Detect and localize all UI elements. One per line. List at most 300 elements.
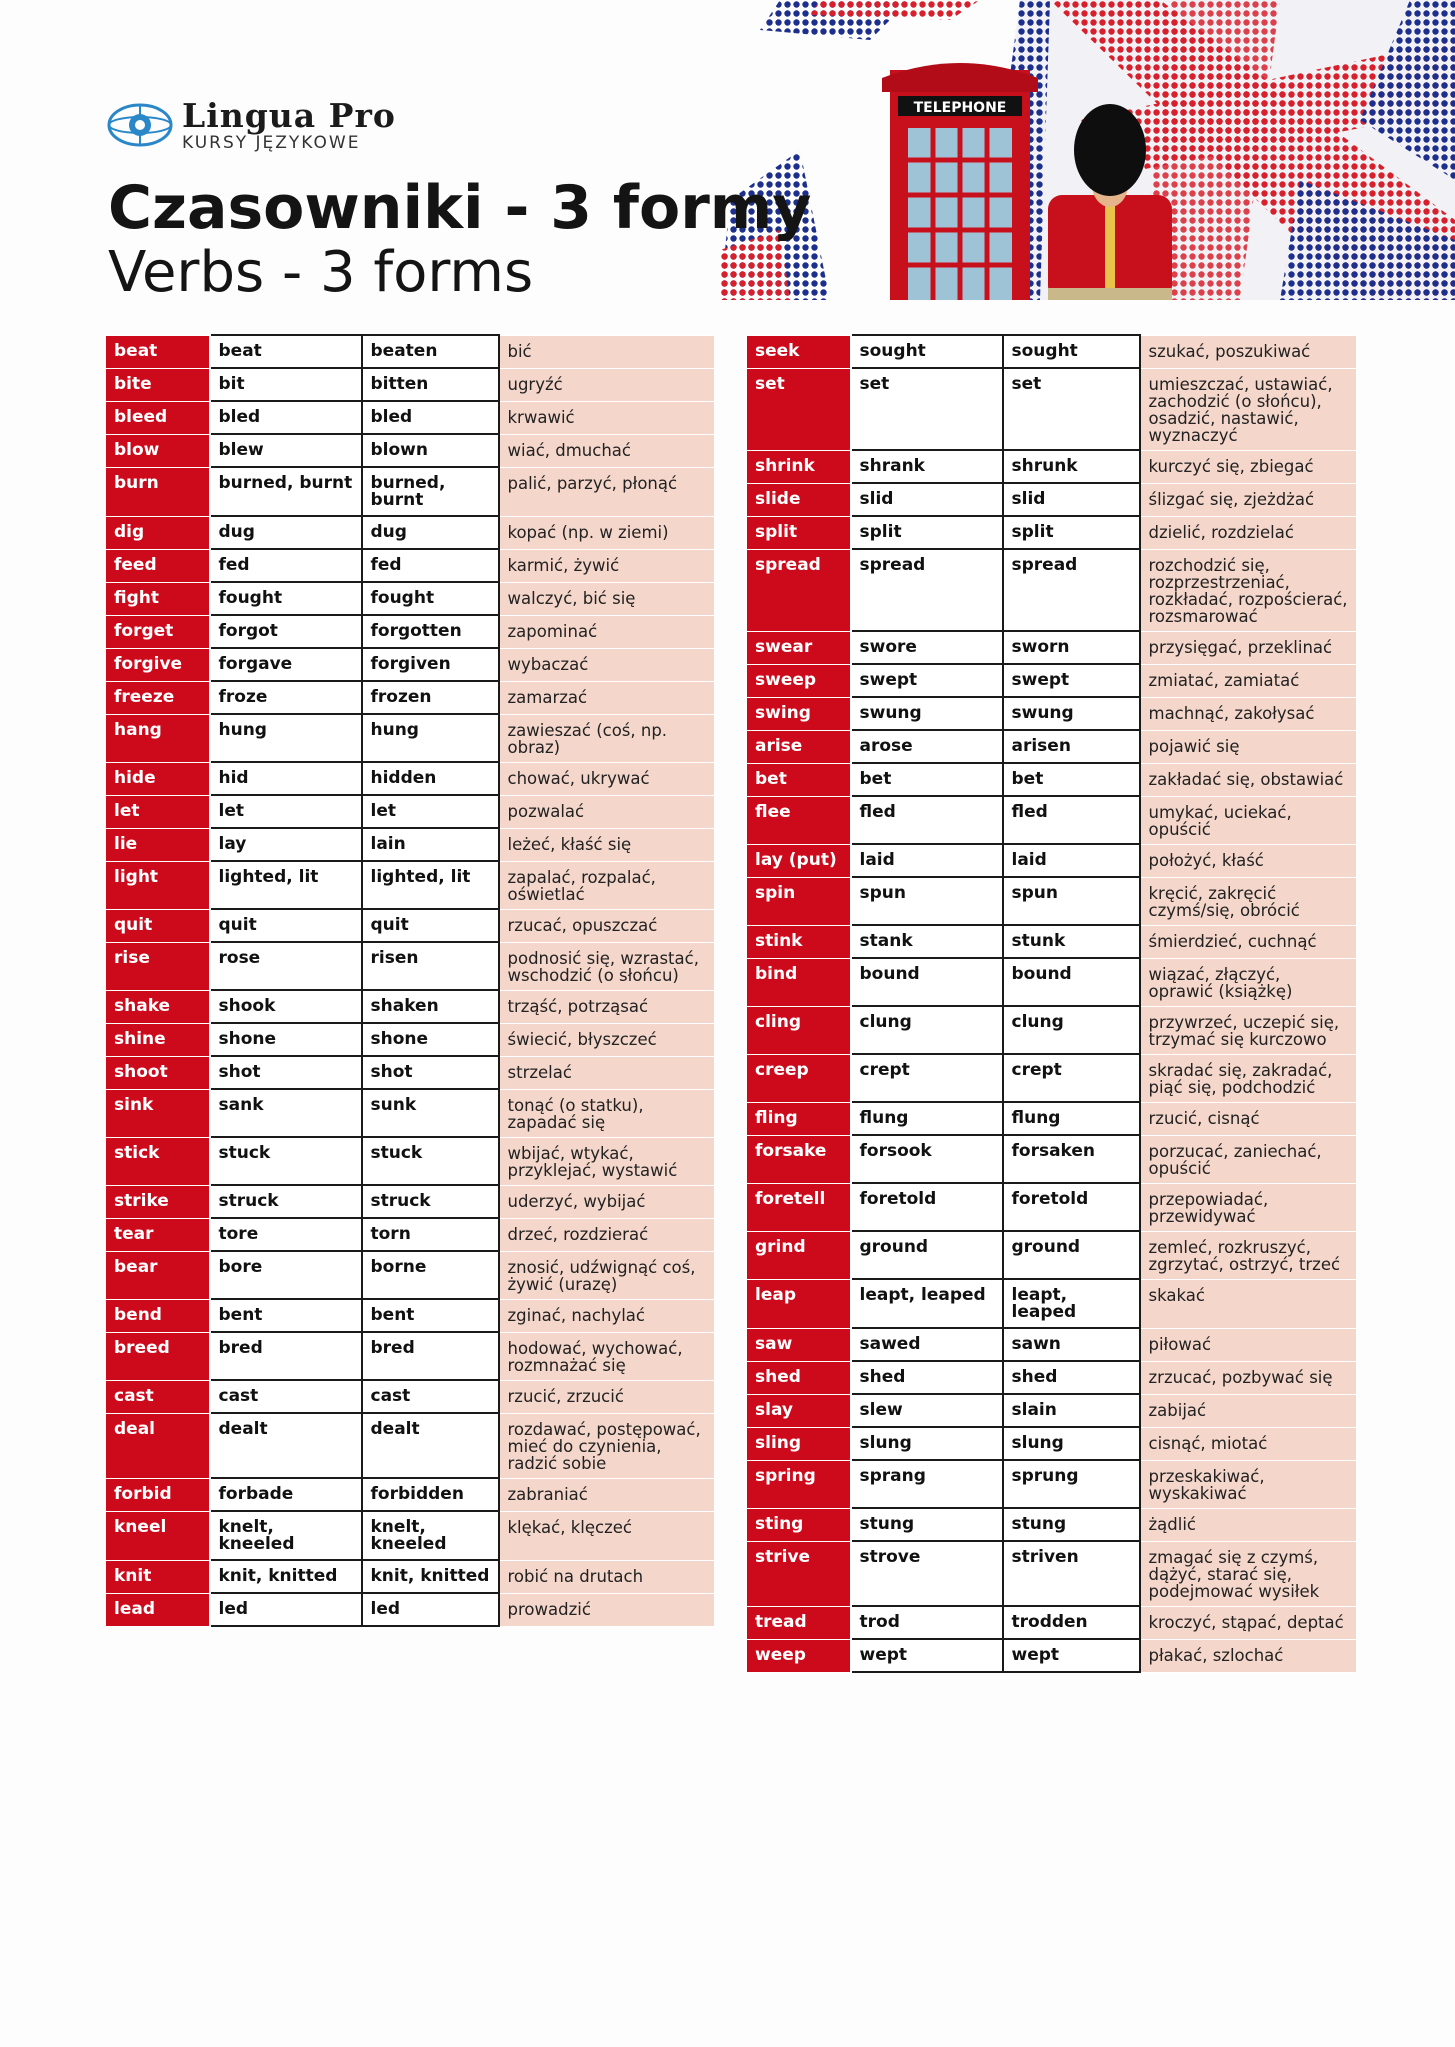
verb-past-simple: spun	[851, 877, 1003, 925]
verb-past-simple: dug	[210, 516, 362, 549]
verb-translation: karmić, żywić	[499, 549, 715, 582]
verb-past-simple: slew	[851, 1394, 1003, 1427]
verb-row	[106, 1332, 715, 1380]
verb-base-form: stick	[106, 1137, 210, 1185]
verb-past-simple: swore	[851, 631, 1003, 664]
verb-past-simple: slung	[851, 1427, 1003, 1460]
verb-base-form: sting	[747, 1508, 851, 1541]
verb-row	[106, 1056, 715, 1089]
verb-row	[106, 434, 715, 467]
verb-row	[747, 1361, 1357, 1394]
telephone-booth-icon	[882, 63, 1038, 300]
eye-globe-icon	[106, 100, 174, 150]
verb-translation: wybaczać	[499, 648, 715, 681]
verb-base-form: leap	[747, 1279, 851, 1328]
verb-past-participle: led	[362, 1593, 499, 1626]
verb-row	[106, 467, 715, 516]
verb-base-form: hide	[106, 762, 210, 795]
verb-translation: pojawić się	[1140, 730, 1357, 763]
verb-past-participle: shot	[362, 1056, 499, 1089]
verb-translation: zrzucać, pozbywać się	[1140, 1361, 1357, 1394]
verb-past-participle: swung	[1003, 697, 1140, 730]
verb-past-simple: crept	[851, 1054, 1003, 1102]
verb-translation: żądlić	[1140, 1508, 1357, 1541]
verb-row	[747, 796, 1357, 844]
verb-base-form: bet	[747, 763, 851, 796]
verb-past-participle: blown	[362, 434, 499, 467]
verb-translation: strzelać	[499, 1056, 715, 1089]
verb-row	[106, 1299, 715, 1332]
verb-past-simple: shot	[210, 1056, 362, 1089]
verb-past-simple: laid	[851, 844, 1003, 877]
verb-base-form: strike	[106, 1185, 210, 1218]
verb-row	[106, 828, 715, 861]
verb-translation: kroczyć, stąpać, deptać	[1140, 1606, 1357, 1639]
verb-past-simple: bred	[210, 1332, 362, 1380]
verb-past-participle: flung	[1003, 1102, 1140, 1135]
verb-past-participle: stuck	[362, 1137, 499, 1185]
brand-name: Lingua Pro	[182, 95, 396, 135]
verb-past-participle: stunk	[1003, 925, 1140, 958]
verb-base-form: let	[106, 795, 210, 828]
verb-past-simple: spread	[851, 549, 1003, 631]
verb-row	[106, 1218, 715, 1251]
verb-past-participle: forbidden	[362, 1478, 499, 1511]
verb-past-simple: stuck	[210, 1137, 362, 1185]
booth-sign: TELEPHONE	[913, 100, 1007, 116]
verb-base-form: swear	[747, 631, 851, 664]
verb-base-form: bend	[106, 1299, 210, 1332]
verb-row	[106, 861, 715, 909]
verb-translation: płakać, szlochać	[1140, 1639, 1357, 1672]
verb-translation: bić	[499, 335, 715, 368]
verb-past-participle: swept	[1003, 664, 1140, 697]
verb-translation: świecić, błyszczeć	[499, 1023, 715, 1056]
verb-translation: palić, parzyć, płonąć	[499, 467, 715, 516]
verb-translation: kręcić, zakręcić czymś/się, obrócić	[1140, 877, 1357, 925]
verb-row	[106, 335, 715, 368]
verb-past-participle: wept	[1003, 1639, 1140, 1672]
verb-translation: skakać	[1140, 1279, 1357, 1328]
verb-row	[747, 1541, 1357, 1606]
verb-translation: przepowiadać, przewidywać	[1140, 1183, 1357, 1231]
verb-past-simple: beat	[210, 335, 362, 368]
verb-past-simple: set	[851, 368, 1003, 450]
verb-row	[106, 681, 715, 714]
verb-translation: zmagać się z czymś, dążyć, starać się, podejmować wysiłek	[1140, 1541, 1357, 1606]
verb-base-form: forget	[106, 615, 210, 648]
verb-past-participle: bet	[1003, 763, 1140, 796]
verb-base-form: bleed	[106, 401, 210, 434]
verb-row	[106, 615, 715, 648]
verb-past-simple: swung	[851, 697, 1003, 730]
verb-past-simple: sprang	[851, 1460, 1003, 1508]
verb-past-participle: bent	[362, 1299, 499, 1332]
verb-base-form: bear	[106, 1251, 210, 1299]
verb-row	[747, 664, 1357, 697]
verb-base-form: cast	[106, 1380, 210, 1413]
verb-row	[106, 1380, 715, 1413]
verb-row	[747, 1135, 1357, 1183]
verb-past-simple: hung	[210, 714, 362, 762]
verb-translation: robić na drutach	[499, 1560, 715, 1593]
verb-translation: podnosić się, wzrastać, wschodzić (o słońcu)	[499, 942, 715, 990]
verb-row	[747, 1639, 1357, 1672]
verb-base-form: seek	[747, 335, 851, 368]
verb-base-form: quit	[106, 909, 210, 942]
verb-row	[747, 1102, 1357, 1135]
verb-base-form: fling	[747, 1102, 851, 1135]
verb-past-participle: set	[1003, 368, 1140, 450]
verb-row	[747, 958, 1357, 1006]
verb-past-simple: wept	[851, 1639, 1003, 1672]
verb-past-participle: shrunk	[1003, 450, 1140, 483]
verb-translation: przysięgać, przeklinać	[1140, 631, 1357, 664]
verb-past-simple: trod	[851, 1606, 1003, 1639]
verb-past-simple: let	[210, 795, 362, 828]
verb-past-simple: forsook	[851, 1135, 1003, 1183]
verb-past-participle: bound	[1003, 958, 1140, 1006]
verb-row	[747, 1183, 1357, 1231]
verb-past-simple: sawed	[851, 1328, 1003, 1361]
verb-past-simple: tore	[210, 1218, 362, 1251]
verb-row	[106, 1137, 715, 1185]
verb-base-form: cling	[747, 1006, 851, 1054]
verb-past-simple: burned, burnt	[210, 467, 362, 516]
verb-base-form: light	[106, 861, 210, 909]
verb-past-participle: hidden	[362, 762, 499, 795]
verb-past-participle: lain	[362, 828, 499, 861]
verb-base-form: knit	[106, 1560, 210, 1593]
verb-translation: hodować, wychować, rozmnażać się	[499, 1332, 715, 1380]
verb-past-participle: crept	[1003, 1054, 1140, 1102]
verb-translation: wbijać, wtykać, przyklejać, wystawić	[499, 1137, 715, 1185]
verb-base-form: split	[747, 516, 851, 549]
verb-past-participle: quit	[362, 909, 499, 942]
verb-row	[747, 1606, 1357, 1639]
verb-past-simple: swept	[851, 664, 1003, 697]
verb-past-simple: struck	[210, 1185, 362, 1218]
verb-row	[106, 1593, 715, 1626]
verb-row	[747, 763, 1357, 796]
verb-translation: wiązać, złączyć, oprawić (książkę)	[1140, 958, 1357, 1006]
verb-past-simple: sought	[851, 335, 1003, 368]
verb-past-simple: blew	[210, 434, 362, 467]
verb-row	[106, 1560, 715, 1593]
verb-translation: przywrzeć, uczepić się, trzymać się kurczowo	[1140, 1006, 1357, 1054]
verb-past-simple: bent	[210, 1299, 362, 1332]
verb-past-participle: shone	[362, 1023, 499, 1056]
verb-row	[747, 1460, 1357, 1508]
verb-row	[747, 1006, 1357, 1054]
verb-past-participle: lighted, lit	[362, 861, 499, 909]
verb-past-participle: slid	[1003, 483, 1140, 516]
verb-past-participle: forsaken	[1003, 1135, 1140, 1183]
verb-past-simple: knelt, kneeled	[210, 1511, 362, 1560]
verb-past-participle: forgotten	[362, 615, 499, 648]
verb-base-form: sling	[747, 1427, 851, 1460]
verb-translation: klękać, klęczeć	[499, 1511, 715, 1560]
verb-row	[747, 335, 1357, 368]
verb-past-participle: striven	[1003, 1541, 1140, 1606]
verb-past-simple: split	[851, 516, 1003, 549]
verb-past-simple: cast	[210, 1380, 362, 1413]
verb-past-participle: risen	[362, 942, 499, 990]
verb-row	[747, 697, 1357, 730]
verb-past-participle: fought	[362, 582, 499, 615]
verb-past-participle: sworn	[1003, 631, 1140, 664]
verb-row	[747, 450, 1357, 483]
verb-translation: zmiatać, zamiatać	[1140, 664, 1357, 697]
verb-past-simple: flung	[851, 1102, 1003, 1135]
verb-base-form: shoot	[106, 1056, 210, 1089]
verb-base-form: bind	[747, 958, 851, 1006]
verb-past-simple: forbade	[210, 1478, 362, 1511]
verb-row	[106, 942, 715, 990]
verb-translation: skradać się, zakradać, piąć się, podchodzić	[1140, 1054, 1357, 1102]
verb-past-participle: bitten	[362, 368, 499, 401]
verb-translation: rozdawać, postępować, mieć do czynienia, radzić sobie	[499, 1413, 715, 1478]
verb-translation: znosić, udźwignąć coś, żywić (urazę)	[499, 1251, 715, 1299]
verb-base-form: forbid	[106, 1478, 210, 1511]
brand-logo	[106, 95, 396, 153]
verb-base-form: lie	[106, 828, 210, 861]
verb-translation: zamarzać	[499, 681, 715, 714]
verb-translation: cisnąć, miotać	[1140, 1427, 1357, 1460]
verb-translation: drzeć, rozdzierać	[499, 1218, 715, 1251]
verb-past-simple: lay	[210, 828, 362, 861]
verb-translation: zabijać	[1140, 1394, 1357, 1427]
title-polish: Czasowniki - 3 formy	[108, 173, 812, 243]
verb-row	[747, 1279, 1357, 1328]
verb-row	[106, 990, 715, 1023]
verb-base-form: tear	[106, 1218, 210, 1251]
verb-row	[747, 1508, 1357, 1541]
verb-row	[106, 1089, 715, 1137]
verb-translation: rzucić, cisnąć	[1140, 1102, 1357, 1135]
verb-row	[106, 1185, 715, 1218]
verb-base-form: beat	[106, 335, 210, 368]
verb-past-participle: struck	[362, 1185, 499, 1218]
verb-translation: piłować	[1140, 1328, 1357, 1361]
verb-past-simple: rose	[210, 942, 362, 990]
verb-base-form: slide	[747, 483, 851, 516]
verb-past-simple: stank	[851, 925, 1003, 958]
verb-base-form: shed	[747, 1361, 851, 1394]
verb-translation: szukać, poszukiwać	[1140, 335, 1357, 368]
verb-past-participle: frozen	[362, 681, 499, 714]
verb-base-form: hang	[106, 714, 210, 762]
verb-row	[106, 1413, 715, 1478]
verb-past-simple: slid	[851, 483, 1003, 516]
verb-past-simple: shed	[851, 1361, 1003, 1394]
verb-base-form: burn	[106, 467, 210, 516]
verb-past-participle: leapt, leaped	[1003, 1279, 1140, 1328]
verb-base-form: strive	[747, 1541, 851, 1606]
verb-base-form: feed	[106, 549, 210, 582]
title-english: Verbs - 3 forms	[108, 240, 534, 305]
verb-base-form: tread	[747, 1606, 851, 1639]
verb-past-participle: sawn	[1003, 1328, 1140, 1361]
verb-past-simple: led	[210, 1593, 362, 1626]
verb-past-participle: sprung	[1003, 1460, 1140, 1508]
verb-past-participle: let	[362, 795, 499, 828]
verb-past-simple: sank	[210, 1089, 362, 1137]
verb-base-form: weep	[747, 1639, 851, 1672]
verb-past-participle: slung	[1003, 1427, 1140, 1460]
verb-row	[747, 516, 1357, 549]
verb-base-form: saw	[747, 1328, 851, 1361]
verb-translation: umieszczać, ustawiać, zachodzić (o słońcu), osadzić, nastawić, wyznaczyć	[1140, 368, 1357, 450]
verb-base-form: dig	[106, 516, 210, 549]
verb-past-simple: shone	[210, 1023, 362, 1056]
verb-past-simple: knit, knitted	[210, 1560, 362, 1593]
verb-past-participle: fed	[362, 549, 499, 582]
verb-translation: rozchodzić się, rozprzestrzeniać, rozkładać, rozpościerać, rozsmarować	[1140, 549, 1357, 631]
verb-past-participle: dug	[362, 516, 499, 549]
verb-row	[747, 1427, 1357, 1460]
verb-past-participle: forgiven	[362, 648, 499, 681]
verb-past-participle: shed	[1003, 1361, 1140, 1394]
verb-base-form: blow	[106, 434, 210, 467]
verb-translation: leżeć, kłaść się	[499, 828, 715, 861]
verb-base-form: grind	[747, 1231, 851, 1279]
verb-past-simple: stung	[851, 1508, 1003, 1541]
verb-past-participle: shaken	[362, 990, 499, 1023]
verb-past-simple: froze	[210, 681, 362, 714]
verb-row	[747, 1054, 1357, 1102]
verb-base-form: slay	[747, 1394, 851, 1427]
verb-past-participle: beaten	[362, 335, 499, 368]
verb-row	[106, 1511, 715, 1560]
verb-past-participle: ground	[1003, 1231, 1140, 1279]
verb-past-participle: split	[1003, 516, 1140, 549]
verb-base-form: forsake	[747, 1135, 851, 1183]
verb-row	[106, 1023, 715, 1056]
verb-base-form: lead	[106, 1593, 210, 1626]
verb-base-form: set	[747, 368, 851, 450]
verb-past-participle: burned, burnt	[362, 467, 499, 516]
verb-translation: zapalać, rozpalać, oświetlać	[499, 861, 715, 909]
verb-row	[106, 549, 715, 582]
verb-row	[747, 549, 1357, 631]
verbs-table-right	[746, 334, 1357, 1673]
verb-base-form: kneel	[106, 1511, 210, 1560]
verb-base-form: spring	[747, 1460, 851, 1508]
verb-past-participle: trodden	[1003, 1606, 1140, 1639]
verb-past-participle: sought	[1003, 335, 1140, 368]
verb-translation: śmierdzieć, cuchnąć	[1140, 925, 1357, 958]
verb-row	[747, 925, 1357, 958]
verb-past-participle: slain	[1003, 1394, 1140, 1427]
brand-tagline: KURSY JĘZYKOWE	[182, 132, 361, 153]
verb-past-simple: fled	[851, 796, 1003, 844]
verb-translation: trząść, potrząsać	[499, 990, 715, 1023]
verb-translation: położyć, kłaść	[1140, 844, 1357, 877]
verb-translation: prowadzić	[499, 1593, 715, 1626]
verb-past-simple: fed	[210, 549, 362, 582]
verb-translation: walczyć, bić się	[499, 582, 715, 615]
verb-base-form: bite	[106, 368, 210, 401]
verb-base-form: forgive	[106, 648, 210, 681]
verb-past-simple: leapt, leaped	[851, 1279, 1003, 1328]
verb-translation: zawieszać (coś, np. obraz)	[499, 714, 715, 762]
verb-translation: pozwalać	[499, 795, 715, 828]
verb-past-participle: spread	[1003, 549, 1140, 631]
verb-row	[747, 730, 1357, 763]
verb-row	[106, 582, 715, 615]
verb-past-simple: bit	[210, 368, 362, 401]
verb-row	[106, 648, 715, 681]
verb-row	[106, 401, 715, 434]
verb-base-form: freeze	[106, 681, 210, 714]
verb-row	[747, 844, 1357, 877]
verb-past-participle: knelt, kneeled	[362, 1511, 499, 1560]
verb-base-form: rise	[106, 942, 210, 990]
verb-base-form: foretell	[747, 1183, 851, 1231]
verb-past-participle: bred	[362, 1332, 499, 1380]
verb-translation: kopać (np. w ziemi)	[499, 516, 715, 549]
verb-past-simple: forgot	[210, 615, 362, 648]
verb-translation: chować, ukrywać	[499, 762, 715, 795]
verb-base-form: sweep	[747, 664, 851, 697]
verb-translation: porzucać, zaniechać, opuścić	[1140, 1135, 1357, 1183]
verb-translation: ślizgać się, zjeżdżać	[1140, 483, 1357, 516]
verb-row	[106, 714, 715, 762]
verb-base-form: fight	[106, 582, 210, 615]
verb-past-simple: ground	[851, 1231, 1003, 1279]
verb-past-simple: quit	[210, 909, 362, 942]
verb-row	[747, 631, 1357, 664]
verb-past-simple: clung	[851, 1006, 1003, 1054]
verb-row	[106, 762, 715, 795]
verb-past-participle: bled	[362, 401, 499, 434]
verb-row	[747, 1394, 1357, 1427]
verb-translation: machnąć, zakołysać	[1140, 697, 1357, 730]
verb-row	[747, 1231, 1357, 1279]
verb-translation: uderzyć, wybijać	[499, 1185, 715, 1218]
verb-base-form: spin	[747, 877, 851, 925]
verb-translation: wiać, dmuchać	[499, 434, 715, 467]
verb-row	[106, 516, 715, 549]
verb-past-participle: torn	[362, 1218, 499, 1251]
verb-row	[747, 877, 1357, 925]
header-illustration	[720, 0, 1455, 300]
verb-past-simple: bound	[851, 958, 1003, 1006]
verb-row	[747, 483, 1357, 516]
verb-row	[106, 1478, 715, 1511]
verb-past-participle: arisen	[1003, 730, 1140, 763]
verb-past-participle: borne	[362, 1251, 499, 1299]
verb-past-participle: knit, knitted	[362, 1560, 499, 1593]
verb-past-participle: fled	[1003, 796, 1140, 844]
verb-base-form: swing	[747, 697, 851, 730]
verb-past-simple: dealt	[210, 1413, 362, 1478]
verb-base-form: lay (put)	[747, 844, 851, 877]
verb-base-form: flee	[747, 796, 851, 844]
verb-past-simple: bled	[210, 401, 362, 434]
verb-past-simple: bore	[210, 1251, 362, 1299]
verb-row	[747, 368, 1357, 450]
verb-base-form: shake	[106, 990, 210, 1023]
verb-past-simple: arose	[851, 730, 1003, 763]
verb-past-participle: hung	[362, 714, 499, 762]
verb-row	[747, 1328, 1357, 1361]
verb-row	[106, 909, 715, 942]
verb-translation: przeskakiwać, wyskakiwać	[1140, 1460, 1357, 1508]
verb-base-form: arise	[747, 730, 851, 763]
verb-past-participle: stung	[1003, 1508, 1140, 1541]
